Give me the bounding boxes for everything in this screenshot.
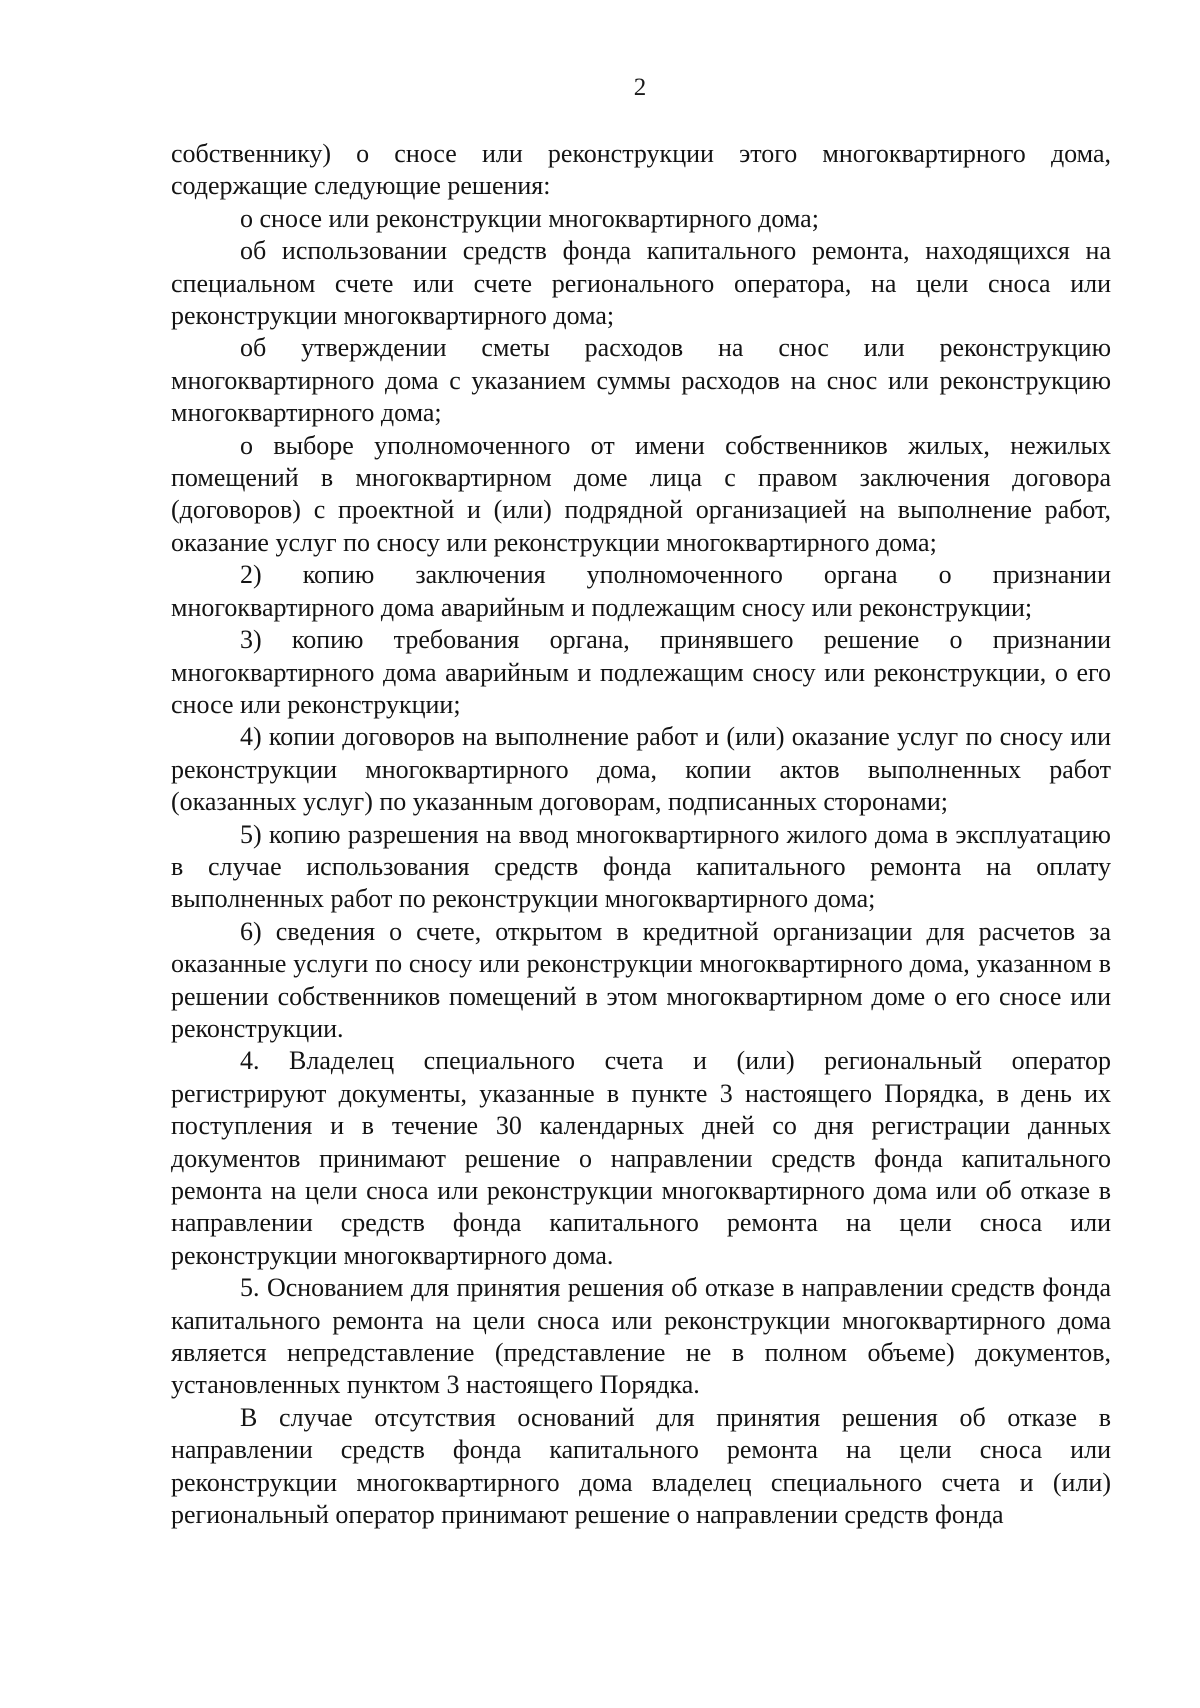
paragraph: об утверждении сметы расходов на снос или реконструкцию многоквартирного дома с указанием суммы расходов на снос или реконструкцию многоквартирного дома; xyxy=(171,333,1111,428)
page-number: 2 xyxy=(633,74,647,101)
paragraph: 2) копию заключения уполномоченного органа о признании многоквартирного дома аварийным и подлежащим сносу или реконструкции; xyxy=(171,560,1111,622)
paragraph: 5) копию разрешения на ввод многоквартирного жилого дома в эксплуатацию в случае использования средств фонда капитального ремонта на оплату выполненных работ по реконструкции многоквартирного дома; xyxy=(171,819,1111,914)
paragraph: 4) копии договоров на выполнение работ и (или) оказание услуг по сносу или реконструкции многоквартирного дома, копии актов выполненных работ (оказанных услуг) по указанным договорам, подписанных сторонами; xyxy=(171,722,1111,817)
paragraph: 6) сведения о счете, открытом в кредитной организации для расчетов за оказанные услуги по сносу или реконструкции многоквартирного дома, указанном в решении собственников помещений в этом многоквартирном доме о его сносе или реконструкции. xyxy=(171,916,1111,1043)
paragraph: 5. Основанием для принятия решения об отказе в направлении средств фонда капитального ремонта на цели сноса или реконструкции многоквартирного дома является непредставление (представление не в полном объеме) документов, установленных пунктом 3 настоящего Порядка. xyxy=(171,1273,1111,1400)
paragraph: 4. Владелец специального счета и (или) региональный оператор регистрируют документы, указанные в пункте 3 настоящего Порядка, в день их поступления и в течение 30 календарных дней со дня регистрации данных документов принимают решение о направлении средств фонда капитального ремонта на цели сноса или реконструкции многоквартирного дома или об отказе в направлении средств фонда капитального ремонта на цели сноса или реконструкции многоквартирного дома. xyxy=(171,1046,1111,1270)
paragraph: 3) копию требования органа, принявшего решение о признании многоквартирного дома аварийным и подлежащим сносу или реконструкции, о его сносе или реконструкции; xyxy=(171,625,1111,719)
document-text xyxy=(171,138,1111,1531)
paragraph: о выборе уполномоченного от имени собственников жилых, нежилых помещений в многоквартирном доме лица с правом заключения договора (договоров) с проектной и (или) подрядной организацией на выполнение работ, оказание услуг по сносу или реконструкции многоквартирного дома; xyxy=(171,430,1111,557)
paragraph: собственнику) о сносе или реконструкции этого многоквартирного дома, содержащие следующие решения: xyxy=(171,139,1111,201)
paragraph: В случае отсутствия оснований для принятия решения об отказе в направлении средств фонда капитального ремонта на цели сноса или реконструкции многоквартирного дома владелец специального счета и (или) региональный оператор принимают решение о направлении средств фонда xyxy=(171,1402,1111,1530)
paragraph: о сносе или реконструкции многоквартирного дома; xyxy=(240,203,819,233)
paragraph: об использовании средств фонда капитального ремонта, находящихся на специальном счете или счете регионального оператора, на цели сноса или реконструкции многоквартирного дома; xyxy=(171,236,1111,331)
